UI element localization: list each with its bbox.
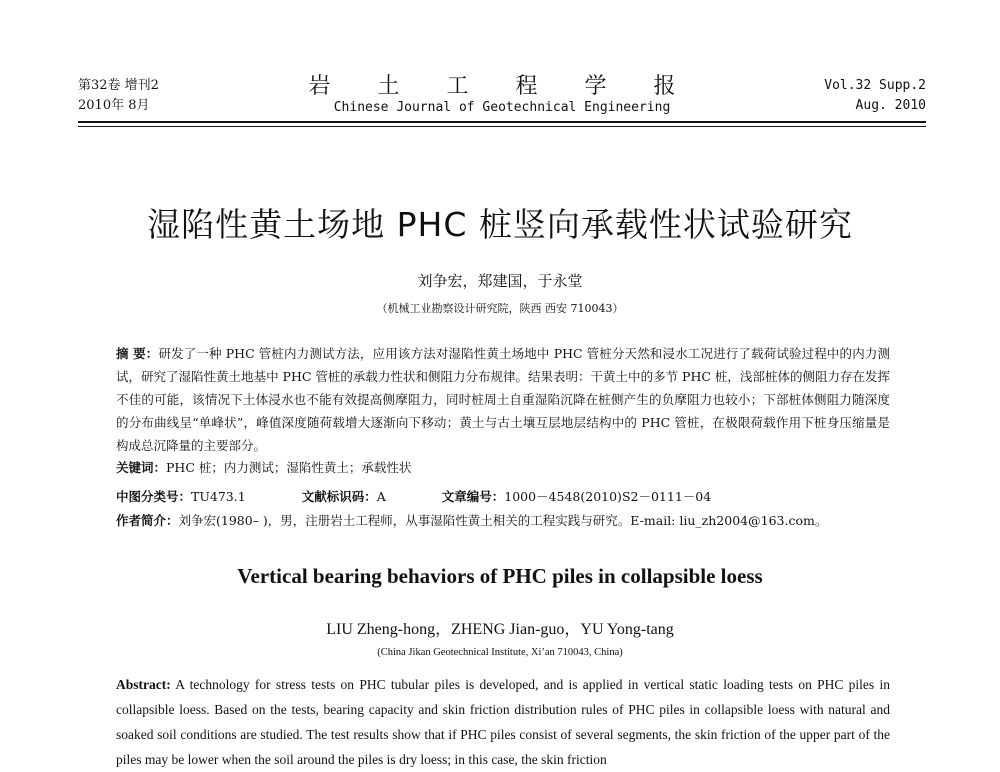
date-line-en: Aug. 2010: [855, 98, 926, 113]
paper-title-en: Vertical bearing behaviors of PHC piles in collapsible loess: [237, 564, 763, 588]
paper-title-cn: 湿陷性黄土场地 PHC 桩竖向承载性状试验研究: [147, 205, 853, 244]
keywords-label: 关键词：: [116, 460, 167, 475]
abstract-en-label: Abstract:: [116, 677, 171, 692]
keywords: [116, 458, 411, 478]
clc-value: TU473.1: [191, 489, 246, 504]
authors-en: LIU Zheng-hong，ZHENG Jian-guo，YU Yong-tang: [326, 621, 674, 638]
volume-line: 第32卷 增刊2: [78, 78, 159, 93]
author-bio-text: 刘争宏(1980– )，男，注册岩土工程师，从事湿陷性黄土相关的工程实践与研究。E-mail: liu_zh2004@163.com。: [178, 513, 828, 528]
classification-line: [116, 487, 890, 507]
affiliation-en: (China Jikan Geotechnical Institute, Xi’an 710043, China): [377, 647, 623, 658]
article-no-label: 文章编号：: [441, 489, 505, 504]
running-header: [78, 76, 926, 122]
abstract-cn-text: 研发了一种 PHC 管桩内力测试方法，应用该方法对湿陷性黄土场地中 PHC 管桩分天然和浸水工况进行了载荷试验过程中的内力测试，研究了湿陷性黄土地基中 PHC 管桩的承载力性状和侧阻力分布规律。结果表明：干黄土中的多节 PHC 桩，浅部桩体的侧阻力存在发挥不佳的可能，该情况下土体浸水也不能有效提高侧摩阻力，同时桩周土自重湿陷沉降在桩侧产生的负摩阻力也较小；下部桩体侧阻力随深度的分布曲线呈“单峰状”，峰值深度随荷载增大逐渐向下移动；黄土与古土壤互层地层结构中的 PHC 管桩，在极限荷载作用下桩身压缩量是构成总沉降量的主要部分。: [116, 346, 890, 453]
volume-en: [824, 76, 926, 116]
journal-name-en: Chinese Journal of Geotechnical Engineering: [333, 100, 671, 115]
authors-cn: 刘争宏，郑建国，于永堂: [417, 272, 583, 290]
abstract-cn-label: 摘 要：: [116, 346, 159, 361]
header-rule-thin: [78, 126, 926, 127]
volume-line-en: Vol.32 Supp.2: [824, 78, 926, 93]
header-rule-thick: [78, 121, 926, 123]
doc-code-value: A: [376, 489, 386, 504]
clc-label: 中图分类号：: [116, 489, 192, 504]
abstract-en: [116, 672, 890, 772]
abstract-cn: [116, 342, 890, 457]
author-bio-label: 作者简介：: [116, 513, 179, 528]
date-line-cn: 2010年 8月: [78, 98, 150, 113]
keywords-text: PHC 桩；内力测试；湿陷性黄土；承载性状: [166, 460, 412, 475]
article-no-value: 1000－4548(2010)S2－0111－04: [504, 489, 712, 504]
journal-name-cn: 岩 土 工 程 学 报: [308, 74, 696, 99]
journal-name: [78, 76, 926, 118]
author-bio: [116, 511, 827, 531]
abstract-en-text: A technology for stress tests on PHC tubular piles is developed, and is applied in vertical static loading tests on PHC piles in collapsible loess. Based on the tests, bearing capacity and skin friction distribution rules of PHC piles in collapsible loess with natural and soaked soil conditions are studied. The test results show that if PHC piles consist of several segments, the skin friction of the upper part of the piles may be lower when the soil around the piles is dry loess; in this case, the skin friction: [116, 677, 890, 767]
doc-code-label: 文献标识码：: [301, 489, 377, 504]
affiliation-cn: （机械工业勘察设计研究院，陕西 西安 710043）: [376, 302, 624, 315]
